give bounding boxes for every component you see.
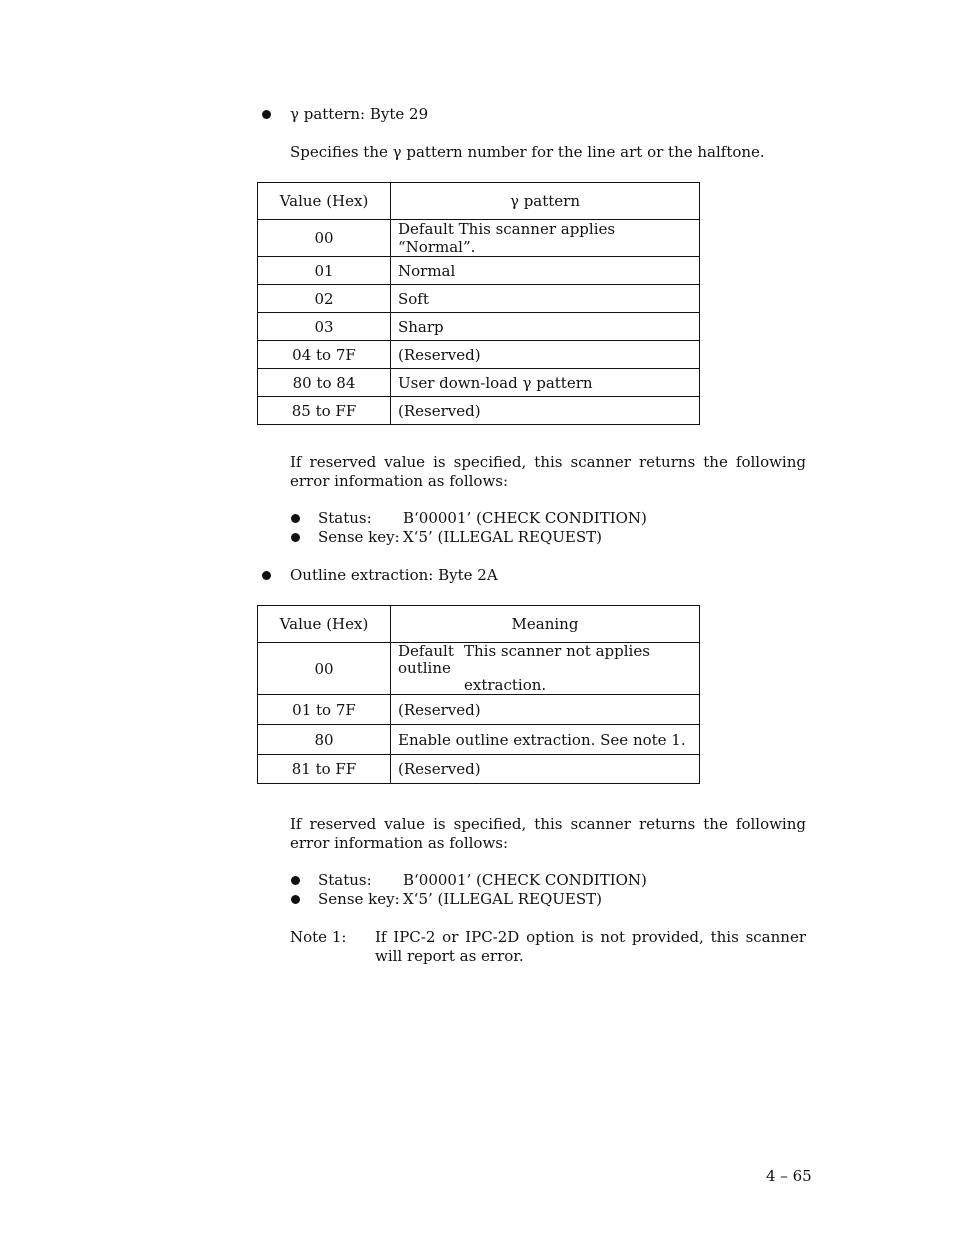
table-cell-value: 80 xyxy=(258,725,391,755)
table-cell-description: Soft xyxy=(391,285,700,313)
table-row xyxy=(258,341,700,369)
table-cell-value: 01 xyxy=(258,257,391,285)
table-cell-description: Default This scanner applies “Normal”. xyxy=(391,220,700,257)
bullet-icon xyxy=(291,876,300,885)
table-row xyxy=(258,220,700,257)
bullet-icon xyxy=(262,110,271,119)
bullet-icon xyxy=(291,533,300,542)
table-cell-value: 03 xyxy=(258,313,391,341)
default-label: Default xyxy=(398,642,454,660)
page-number: 4 – 65 xyxy=(766,1167,812,1185)
status-value: B‘00001’ (CHECK CONDITION) xyxy=(403,509,647,527)
table-cell-value: 81 to FF xyxy=(258,755,391,784)
bullet-icon xyxy=(291,514,300,523)
table-cell-value: 80 to 84 xyxy=(258,369,391,397)
bullet-icon xyxy=(291,895,300,904)
column-header-value: Value (Hex) xyxy=(258,183,391,220)
table-row xyxy=(258,755,700,784)
table-cell-description: (Reserved) xyxy=(391,397,700,425)
table-row xyxy=(258,725,700,755)
gamma-pattern-table xyxy=(257,182,700,425)
outline-extraction-table xyxy=(257,605,700,784)
error-info-paragraph: If reserved value is specified, this scanner returns the following error information as follows: xyxy=(290,453,806,490)
table-cell-description: Enable outline extraction. See note 1. xyxy=(391,725,700,755)
table-row xyxy=(258,397,700,425)
note-text: If IPC-2 or IPC-2D option is not provided, this scanner will report as error. xyxy=(375,928,806,965)
table-cell-description: Normal xyxy=(391,257,700,285)
table-cell-value: 04 to 7F xyxy=(258,341,391,369)
table-cell-description: (Reserved) xyxy=(391,341,700,369)
sense-key-value: X‘5’ (ILLEGAL REQUEST) xyxy=(403,890,602,908)
gamma-pattern-heading: γ pattern: Byte 29 xyxy=(290,105,429,123)
table-cell-value: 02 xyxy=(258,285,391,313)
table-cell-value: 00 xyxy=(258,643,391,695)
table-cell-description: Sharp xyxy=(391,313,700,341)
table-row xyxy=(258,369,700,397)
table-row xyxy=(258,313,700,341)
bullet-icon xyxy=(262,571,271,580)
table-cell-description xyxy=(391,643,700,695)
column-header-meaning: Meaning xyxy=(391,606,700,643)
column-header-gamma-pattern: γ pattern xyxy=(391,183,700,220)
table-row xyxy=(258,257,700,285)
table-cell-value: 01 to 7F xyxy=(258,695,391,725)
sense-key-label: Sense key: xyxy=(318,528,400,546)
gamma-pattern-intro: Specifies the γ pattern number for the line art or the halftone. xyxy=(290,143,765,161)
table-header-row xyxy=(258,606,700,643)
table-row xyxy=(258,285,700,313)
table-cell-description: User down-load γ pattern xyxy=(391,369,700,397)
table-cell-value: 85 to FF xyxy=(258,397,391,425)
status-value: B‘00001’ (CHECK CONDITION) xyxy=(403,871,647,889)
table-cell-description: (Reserved) xyxy=(391,755,700,784)
table-row xyxy=(258,643,700,695)
note-label: Note 1: xyxy=(290,928,347,946)
table-row xyxy=(258,695,700,725)
column-header-value: Value (Hex) xyxy=(258,606,391,643)
error-info-paragraph: If reserved value is specified, this scanner returns the following error information as follows: xyxy=(290,815,806,852)
default-description-line1: This scanner not applies outline xyxy=(398,642,650,677)
table-cell-description: (Reserved) xyxy=(391,695,700,725)
table-header-row xyxy=(258,183,700,220)
outline-extraction-heading: Outline extraction: Byte 2A xyxy=(290,566,498,584)
status-label: Status: xyxy=(318,871,372,889)
sense-key-label: Sense key: xyxy=(318,890,400,908)
table-cell-value: 00 xyxy=(258,220,391,257)
sense-key-value: X‘5’ (ILLEGAL REQUEST) xyxy=(403,528,602,546)
default-description-line2: extraction. xyxy=(464,676,547,694)
status-label: Status: xyxy=(318,509,372,527)
